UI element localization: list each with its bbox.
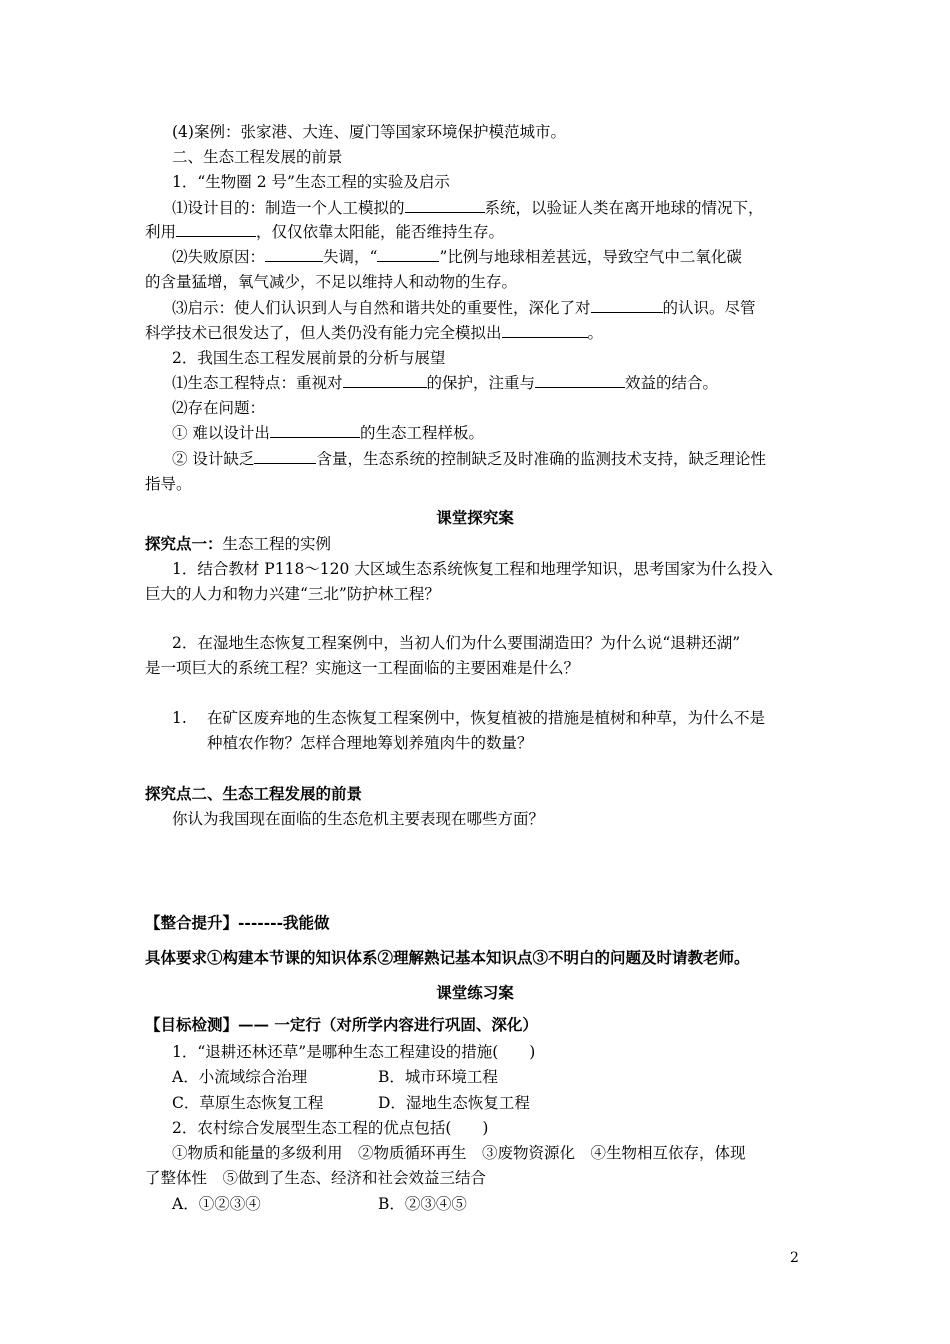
q1-option-c: C．草原生态恢复工程	[172, 1094, 324, 1112]
blank-field	[176, 222, 256, 237]
problems-heading: ⑵存在问题：	[172, 399, 266, 417]
explore-q3-line: 在矿区废弃地的生态恢复工程案例中，恢复植被的措施是植树和种草，为什么不是	[207, 709, 766, 727]
blank-field	[377, 247, 439, 262]
q1-option-b: B．城市环境工程	[378, 1068, 498, 1086]
integrate-requirements: 具体要求①构建本节课的知识体系②理解熟记基本知识点③不明白的问题及时请教老师。	[145, 948, 750, 967]
blank-field	[591, 298, 663, 313]
blank-field	[270, 423, 360, 438]
practice-section-title: 课堂练习案	[436, 983, 514, 1002]
blank-field	[405, 198, 485, 213]
explore-q2-line-2: 是一项巨大的系统工程？实施这一工程面临的主要困难是什么？	[145, 659, 580, 677]
blank-field	[254, 449, 316, 464]
explore-point-1: 探究点一：生态工程的实例	[145, 534, 332, 553]
q2-statements-line: ①物质和能量的多级利用 ②物质循环再生 ③废物资源化 ④生物相互依存，体现	[172, 1144, 746, 1162]
blank-field	[535, 373, 625, 388]
blank-field	[343, 373, 427, 388]
design-purpose-line: ⑴设计目的：制造一个人工模拟的 系统，以验证人类在离开地球的情况下，	[172, 199, 764, 217]
item-biosphere2: 1．“生物圈 2 号”生态工程的实验及启示	[172, 173, 450, 191]
q2-option-a: A．①②③④	[172, 1195, 261, 1213]
integrate-title: 【整合提升】-------我能做	[145, 913, 330, 932]
problem-1-line: ① 难以设计出 的生态工程样板。	[172, 424, 484, 442]
explore-q2-line: 2．在湿地生态恢复工程案例中，当初人们为什么要围湖造田？为什么说“退耕还湖”	[172, 634, 741, 652]
problem-2-line-2: 指导。	[145, 475, 192, 493]
explore-q3-line-2: 种植农作物？怎样合理地筹划养殖肉牛的数量？	[207, 734, 533, 752]
failure-reason-line: ⑵失败原因： 失调，“ ”比例与地球相差甚远，导致空气中二氧化碳	[172, 248, 742, 266]
section-heading-prospects: 二、生态工程发展的前景	[172, 148, 343, 166]
explore-point-2-question: 你认为我国现在面临的生态危机主要表现在哪些方面？	[172, 810, 545, 828]
page-number: 2	[790, 1250, 799, 1266]
explore-q3-number: 1.	[172, 709, 187, 727]
practice-q1: 1．“退耕还林还草”是哪种生态工程建设的措施( )	[172, 1043, 536, 1061]
item-prospects-analysis: 2．我国生态工程发展前景的分析与展望	[172, 349, 446, 367]
q2-option-b: B．②③④⑤	[378, 1195, 467, 1213]
blank-field	[265, 247, 323, 262]
q1-option-a: A．小流域综合治理	[172, 1068, 308, 1086]
failure-reason-line-2: 的含量猛增，氧气减少，不足以维持人和动物的生存。	[145, 273, 518, 291]
case-4-line: (4)案例：张家港、大连、厦门等国家环境保护模范城市。	[172, 123, 566, 141]
q1-option-d: D．湿地生态恢复工程	[378, 1094, 530, 1112]
explore-section-title: 课堂探究案	[436, 508, 514, 527]
target-check-title: 【目标检测】—— 一定行（对所学内容进行巩固、深化）	[145, 1015, 538, 1034]
problem-2-line: ② 设计缺乏 含量，生态系统的控制缺乏及时准确的监测技术支持，缺乏理论性	[172, 450, 766, 468]
eco-features-line: ⑴生态工程特点：重视对 的保护，注重与 效益的结合。	[172, 374, 719, 392]
insight-line: ⑶启示：使人们认识到人与自然和谐共处的重要性，深化了对 的认识。尽管	[172, 299, 756, 317]
blank-field	[502, 323, 588, 338]
insight-line-2: 科学技术已很发达了，但人类仍没有能力完全模拟出 。	[145, 324, 604, 342]
explore-q1-line: 1．结合教材 P118～120 大区域生态系统恢复工程和地理学知识，思考国家为什么投入	[172, 560, 773, 578]
explore-q1-line-2: 巨大的人力和物力兴建“三北”防护林工程？	[145, 585, 440, 603]
practice-q2: 2．农村综合发展型生态工程的优点包括( )	[172, 1119, 489, 1137]
q2-statements-line-2: 了整体性 ⑤做到了生态、经济和社会效益三结合	[145, 1169, 487, 1187]
explore-point-2: 探究点二、生态工程发展的前景	[145, 784, 363, 803]
design-purpose-line-2: 利用 ，仅仅依靠太阳能，能否维持生存。	[145, 223, 505, 241]
